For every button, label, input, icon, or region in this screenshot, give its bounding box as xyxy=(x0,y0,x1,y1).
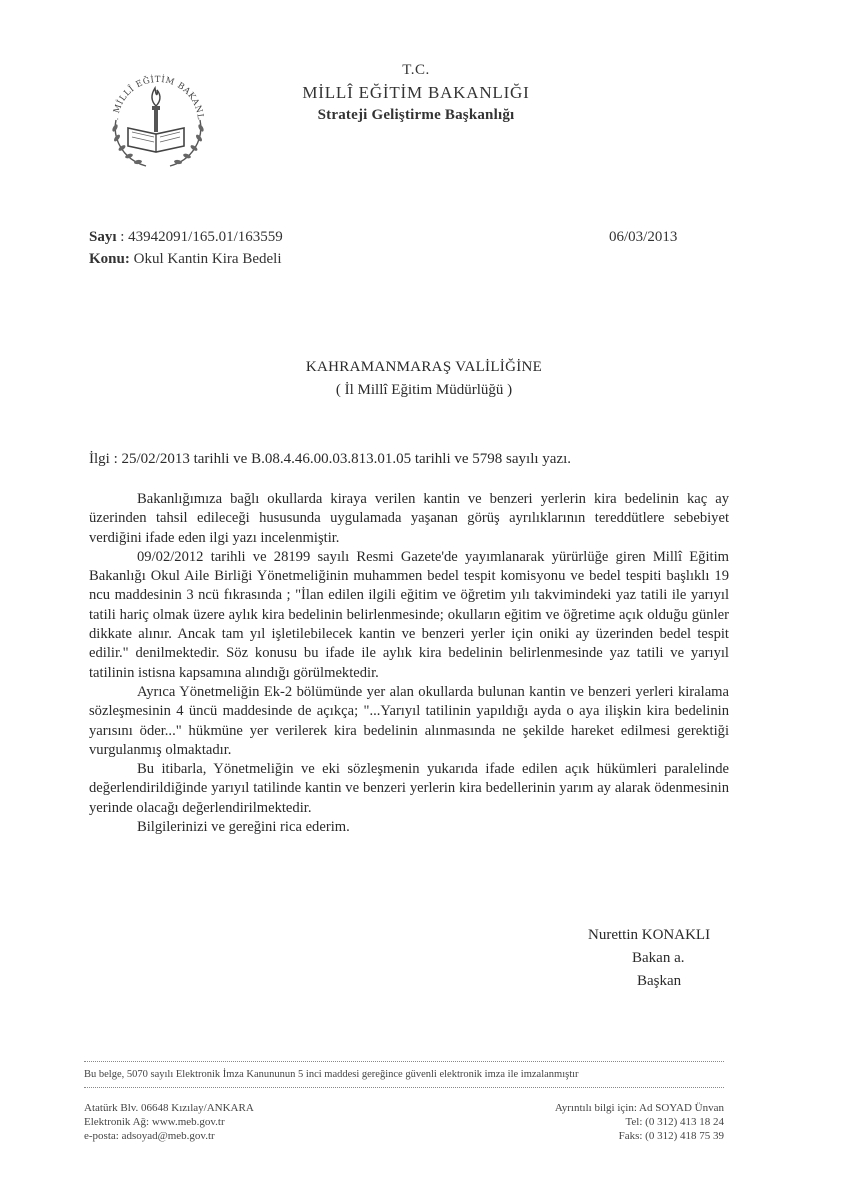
signatory-title-1: Bakan a. xyxy=(632,950,685,966)
footer-contact-left xyxy=(84,1101,254,1143)
ministry-seal-logo xyxy=(96,60,220,180)
konu-value: Okul Kantin Kira Bedeli xyxy=(129,251,282,267)
body-paragraph: 09/02/2012 tarihli ve 28199 sayılı Resmi Gazete'de yayımlanarak yürürlüğe giren Millî Eğitim Bakanlığı Okul Aile Birliği Yönetmeliğinin muhammen bedel tespit komisyonu ve bedel tespiti başlıklı 19 ncu maddesinin 3 ncü fıkrasında ; "İlan edilen ilgili eğitim ve öğretim yılı takvimindeki yaz tatili ile yarıyıl tatili hariç olmak üzere aylık kira bedelinin belirlenmesinde; okulların eğitim ve öğretime açık olduğu günler dikkate alınır. Ancak tam yıl işletilebilecek kantin ve benzeri yerler için oniki ay üzerinden bedel tespit edilir." denilmektedir. Söz konusu bu ifade ile aylık kira bedelinin belirlenmesinde yaz tatili ve yarıyıl tatilinin istisna kapsamına alındığı görülmektedir. xyxy=(89,548,729,681)
header-department-name: Strateji Geliştirme Başkanlığı xyxy=(317,107,515,123)
e-signature-note: Bu belge, 5070 sayılı Elektronik İmza Kanununun 5 inci maddesi gereğince güvenli elektronik imza ile imzalanmıştır xyxy=(84,1069,579,1080)
subject-line xyxy=(89,251,282,268)
document-number-line xyxy=(89,229,283,246)
sayi-value: : 43942091/165.01/163559 xyxy=(120,229,283,245)
body-paragraph: Bilgilerinizi ve gereğini rica ederim. xyxy=(137,819,350,836)
signatory-title-2: Başkan xyxy=(637,973,682,989)
addressee-title: KAHRAMANMARAŞ VALİLİĞİNE xyxy=(305,359,543,375)
footer-address: Atatürk Blv. 06648 Kızılay/ANKARA xyxy=(84,1102,254,1114)
footer-phone: Tel: (0 312) 413 18 24 xyxy=(625,1116,724,1128)
body-paragraph: Bakanlığımıza bağlı okullarda kiraya verilen kantin ve benzeri yerlerin kira bedelinin kaç ay üzerinden tahsil edileceği hususunda uygulamada yaşanan görüş ayrılıklarının tereddütlere sebebiyet verdiğini ifade eden ilgi yazı incelenmiştir. xyxy=(89,491,729,546)
footer-website: Elektronik Ağ: www.meb.gov.tr xyxy=(84,1116,225,1128)
footer-divider-top xyxy=(84,1061,724,1062)
svg-text:T.C. MİLLÎ EĞİTİM BAKANLIĞI: . MİLLÎ EĞİTİM BAKANL xyxy=(111,74,206,121)
letter-body xyxy=(89,490,729,837)
footer-fax: Faks: (0 312) 418 75 39 xyxy=(618,1130,724,1142)
header-tc: T.C. xyxy=(402,62,430,78)
body-paragraph: Ayrıca Yönetmeliğin Ek-2 bölümünde yer alan okullarda bulunan kantin ve benzeri yerleri kiralama sözleşmesinin 4 üncü maddesinde de açıkça; "...Yarıyıl tatilinin yapıldığı ayda o aya ilişkin kira bedelinin yarısını öder..." hükmüne yer verilerek kira bedelinin alınmasında ne şekilde hareket edilmesi gerektiği vurgulanmış olmaktadır. xyxy=(89,683,729,758)
sayi-label: Sayı xyxy=(89,229,117,245)
body-paragraph: Bu itibarla, Yönetmeliğin ve eki sözleşmenin yukarıda ifade edilen açık hükümleri paralelinde değerlendirildiğinde yarıyıl tatilinde kantin ve benzeri yerlerin kira bedellerinin yarım ay alarak ödenmesinin yerinde olacağı değerlendirilmektedir. xyxy=(89,761,729,816)
konu-label: Konu: xyxy=(89,251,130,267)
signatory-name: Nurettin KONAKLI xyxy=(588,927,711,943)
addressee-subtitle: ( İl Millî Eğitim Müdürlüğü ) xyxy=(335,382,513,398)
document-date: 06/03/2013 xyxy=(609,229,678,245)
footer-divider-bottom xyxy=(84,1087,724,1088)
reference-line: İlgi : 25/02/2013 tarihli ve B.08.4.46.00.03.813.01.05 tarihli ve 5798 sayılı yazı. xyxy=(89,451,572,467)
footer-contact-right xyxy=(500,1101,724,1143)
header-ministry-name: MİLLÎ EĞİTİM BAKANLIĞI xyxy=(302,83,530,102)
footer-contact-person: Ayrıntılı bilgi için: Ad SOYAD Ünvan xyxy=(554,1102,724,1114)
footer-email: e-posta: adsoyad@meb.gov.tr xyxy=(84,1130,215,1142)
